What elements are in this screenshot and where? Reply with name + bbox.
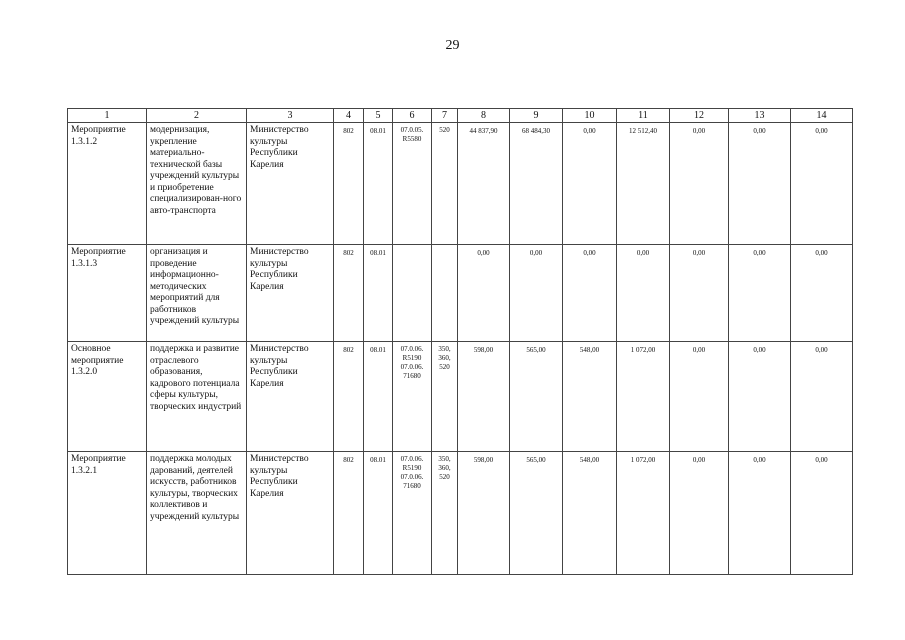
row-value-12: 0,00 bbox=[670, 342, 729, 452]
row-description: поддержка молодых дарований, деятелей искусств, работников культуры, творческих коллективов и учреждений культуры bbox=[147, 452, 247, 575]
row-value-8: 598,00 bbox=[458, 452, 510, 575]
table-row bbox=[68, 452, 853, 575]
table-row bbox=[68, 245, 853, 342]
row-name: Мероприятие 1.3.1.2 bbox=[68, 123, 147, 245]
row-value-9: 68 484,30 bbox=[510, 123, 563, 245]
row-rzpr: 08.01 bbox=[364, 245, 393, 342]
table-row bbox=[68, 342, 853, 452]
row-vr: 520 bbox=[432, 123, 458, 245]
row-csr: 07.0.06. R5190 07.0.06. 71680 bbox=[393, 452, 432, 575]
row-csr: 07.0.06. R5190 07.0.06. 71680 bbox=[393, 342, 432, 452]
row-value-10: 548,00 bbox=[563, 342, 617, 452]
row-name: Мероприятие 1.3.1.3 bbox=[68, 245, 147, 342]
col-header-1: 1 bbox=[68, 109, 147, 123]
row-rzpr: 08.01 bbox=[364, 123, 393, 245]
row-grbs: 802 bbox=[334, 245, 364, 342]
row-value-12: 0,00 bbox=[670, 123, 729, 245]
row-value-9: 565,00 bbox=[510, 452, 563, 575]
row-vr: 350, 360, 520 bbox=[432, 452, 458, 575]
row-value-10: 548,00 bbox=[563, 452, 617, 575]
col-header-7: 7 bbox=[432, 109, 458, 123]
row-value-14: 0,00 bbox=[791, 452, 853, 575]
row-csr: 07.0.05. R5580 bbox=[393, 123, 432, 245]
row-value-11: 1 072,00 bbox=[617, 452, 670, 575]
row-value-12: 0,00 bbox=[670, 245, 729, 342]
header-row bbox=[68, 109, 853, 123]
row-csr bbox=[393, 245, 432, 342]
row-value-13: 0,00 bbox=[729, 245, 791, 342]
row-value-13: 0,00 bbox=[729, 342, 791, 452]
col-header-12: 12 bbox=[670, 109, 729, 123]
row-value-14: 0,00 bbox=[791, 245, 853, 342]
col-header-3: 3 bbox=[247, 109, 334, 123]
row-executor: Министерство культуры Республики Карелия bbox=[247, 452, 334, 575]
col-header-11: 11 bbox=[617, 109, 670, 123]
page-number: 29 bbox=[445, 38, 460, 53]
col-header-4: 4 bbox=[334, 109, 364, 123]
row-description: организация и проведение информационно-методических мероприятий для работников учреждений культуры bbox=[147, 245, 247, 342]
row-value-9: 0,00 bbox=[510, 245, 563, 342]
row-description: модернизация, укрепление материально-технической базы учреждений культуры и приобретение специализирован-ного авто-транспорта bbox=[147, 123, 247, 245]
row-value-12: 0,00 bbox=[670, 452, 729, 575]
row-value-8: 44 837,90 bbox=[458, 123, 510, 245]
row-value-11: 12 512,40 bbox=[617, 123, 670, 245]
col-header-9: 9 bbox=[510, 109, 563, 123]
col-header-10: 10 bbox=[563, 109, 617, 123]
col-header-13: 13 bbox=[729, 109, 791, 123]
table-row bbox=[68, 123, 853, 245]
row-description: поддержка и развитие отраслевого образования, кадрового потенциала сферы культуры, творческих индустрий bbox=[147, 342, 247, 452]
col-header-8: 8 bbox=[458, 109, 510, 123]
row-value-11: 0,00 bbox=[617, 245, 670, 342]
row-value-8: 598,00 bbox=[458, 342, 510, 452]
row-executor: Министерство культуры Республики Карелия bbox=[247, 123, 334, 245]
row-value-11: 1 072,00 bbox=[617, 342, 670, 452]
row-vr: 350, 360, 520 bbox=[432, 342, 458, 452]
row-executor: Министерство культуры Республики Карелия bbox=[247, 342, 334, 452]
row-value-8: 0,00 bbox=[458, 245, 510, 342]
col-header-5: 5 bbox=[364, 109, 393, 123]
row-value-10: 0,00 bbox=[563, 123, 617, 245]
row-value-9: 565,00 bbox=[510, 342, 563, 452]
row-grbs: 802 bbox=[334, 452, 364, 575]
row-value-14: 0,00 bbox=[791, 123, 853, 245]
col-header-6: 6 bbox=[393, 109, 432, 123]
col-header-2: 2 bbox=[147, 109, 247, 123]
row-name: Мероприятие 1.3.2.1 bbox=[68, 452, 147, 575]
row-value-14: 0,00 bbox=[791, 342, 853, 452]
row-value-10: 0,00 bbox=[563, 245, 617, 342]
row-value-13: 0,00 bbox=[729, 123, 791, 245]
row-vr bbox=[432, 245, 458, 342]
row-executor: Министерство культуры Республики Карелия bbox=[247, 245, 334, 342]
row-rzpr: 08.01 bbox=[364, 342, 393, 452]
col-header-14: 14 bbox=[791, 109, 853, 123]
row-value-13: 0,00 bbox=[729, 452, 791, 575]
row-grbs: 802 bbox=[334, 342, 364, 452]
row-grbs: 802 bbox=[334, 123, 364, 245]
row-name: Основное мероприятие 1.3.2.0 bbox=[68, 342, 147, 452]
budget-table bbox=[67, 108, 853, 575]
row-rzpr: 08.01 bbox=[364, 452, 393, 575]
